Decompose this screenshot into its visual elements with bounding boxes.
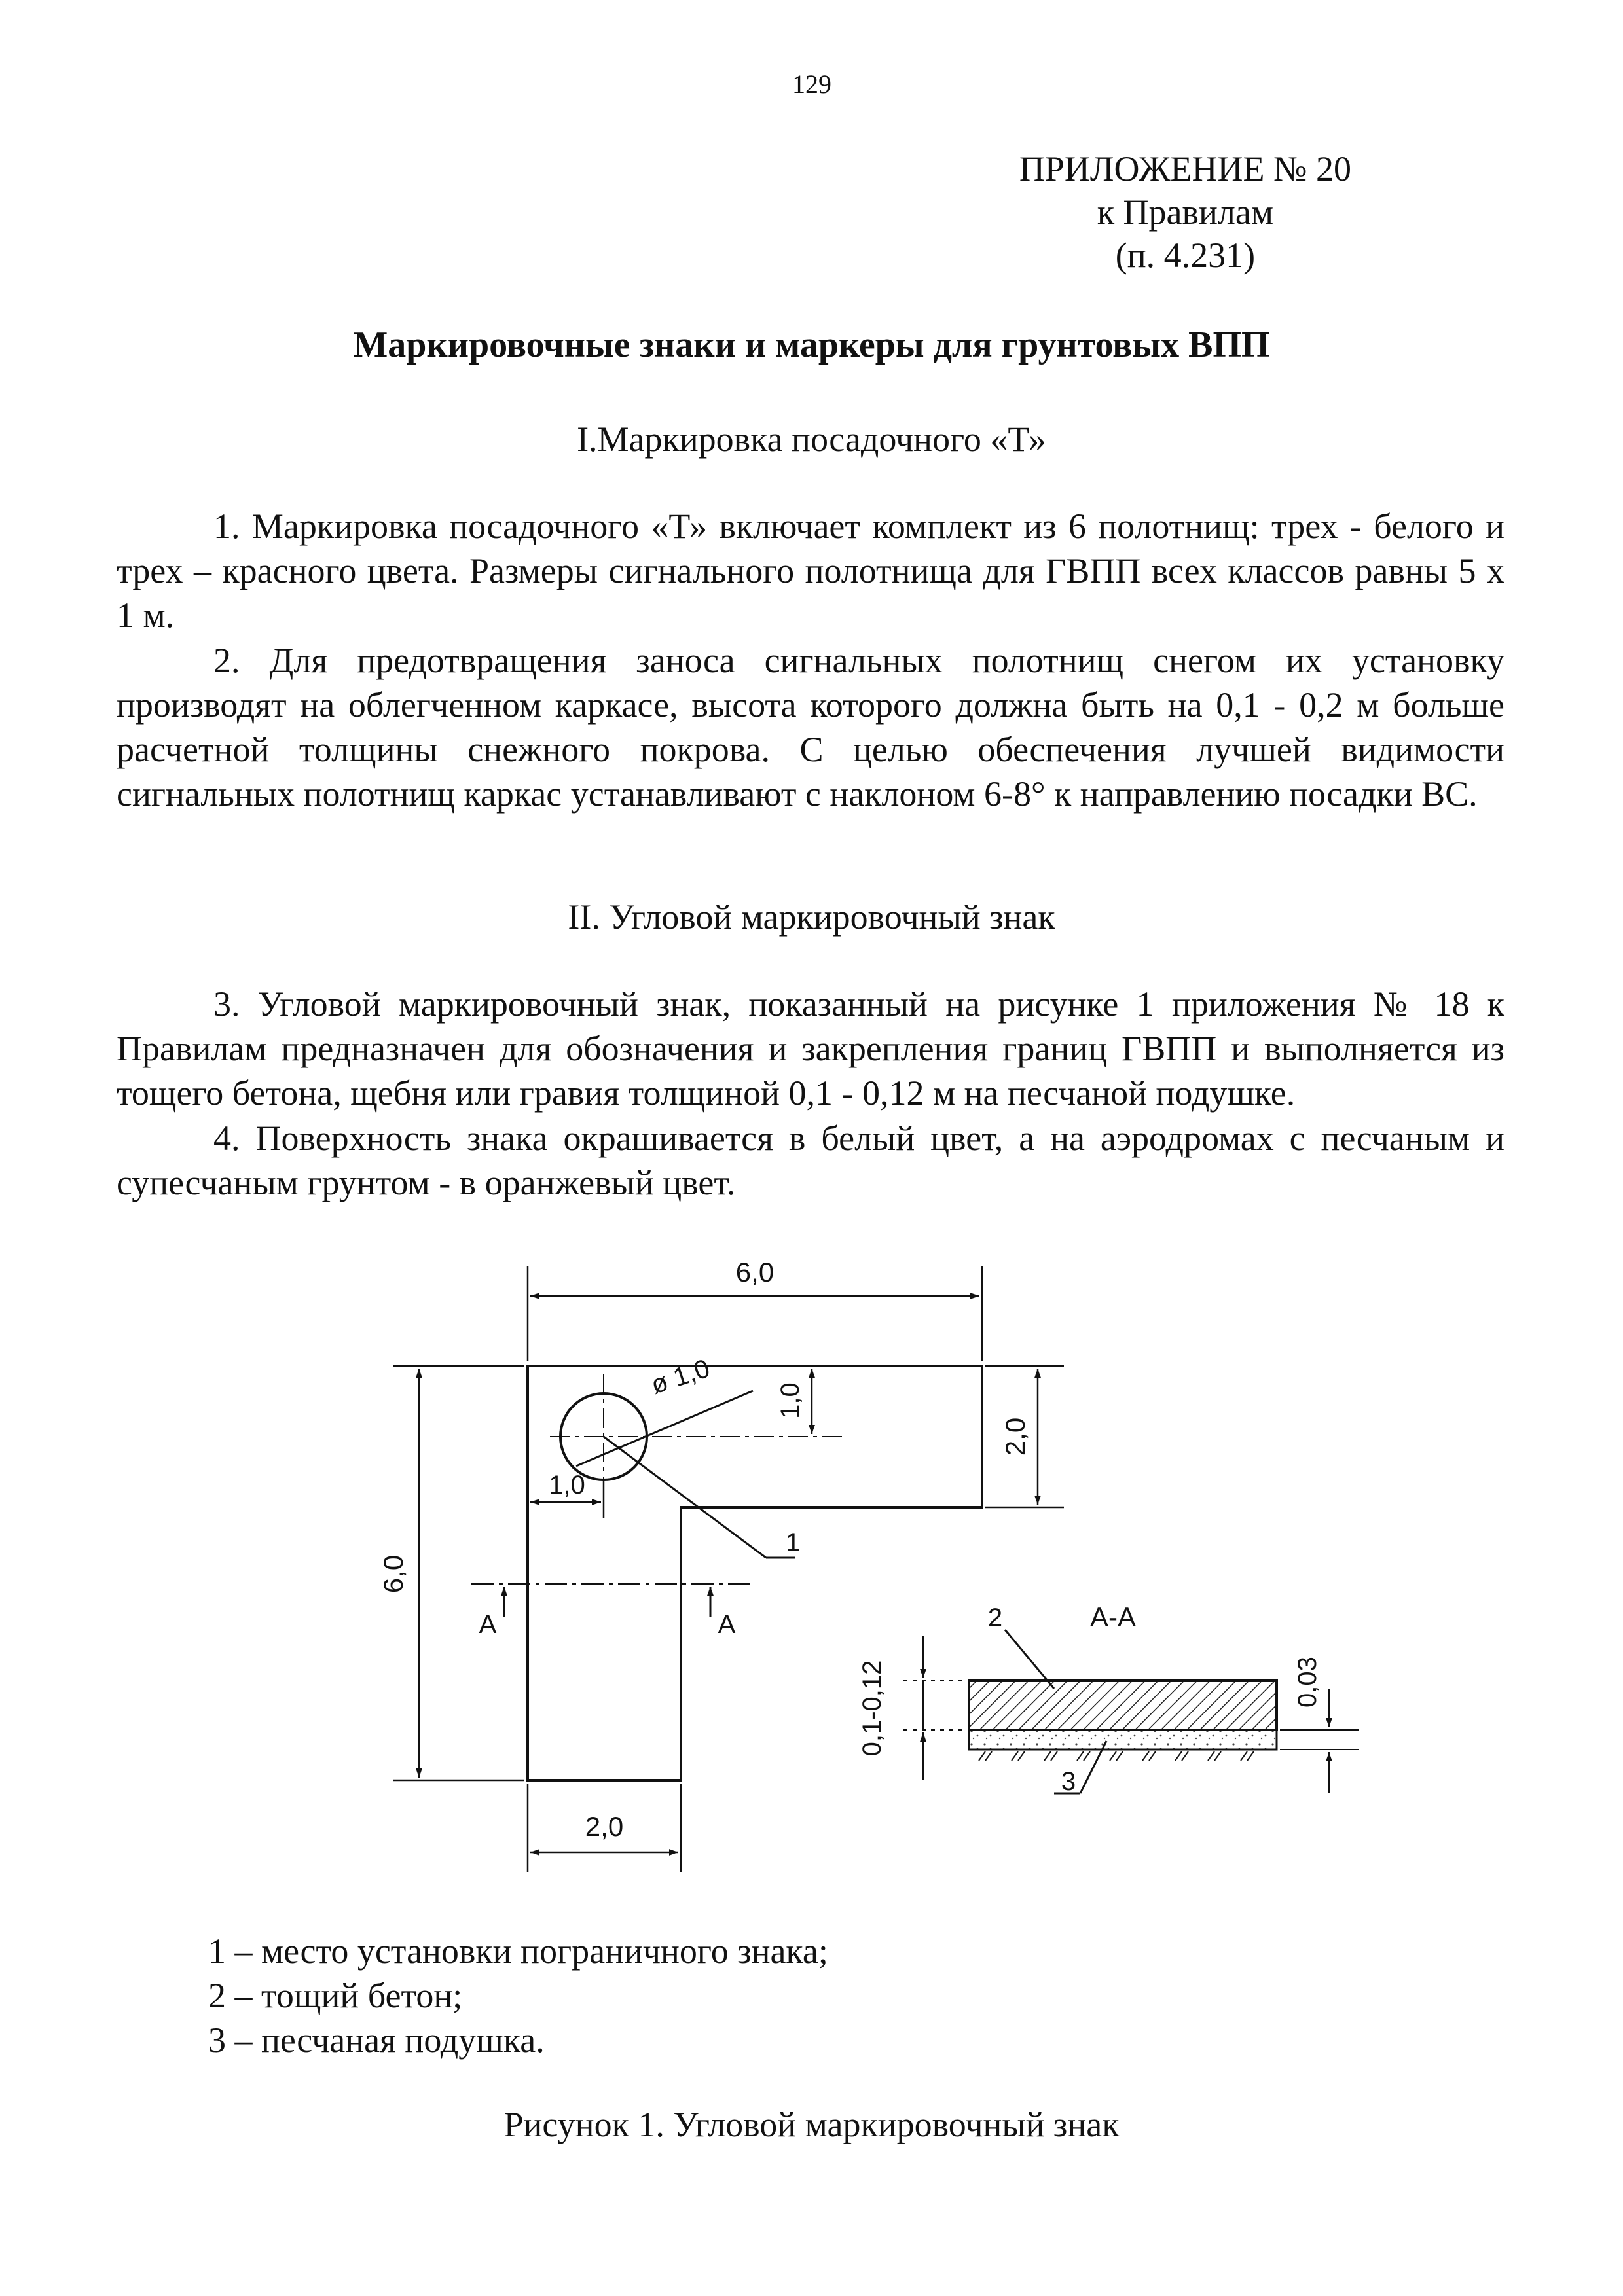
legend-item-2: 2 – тощий бетон;	[208, 1976, 463, 2015]
dimension-thickness: 0,1-0,12	[858, 1660, 886, 1757]
dimension-leg-width: 2,0	[585, 1811, 624, 1842]
callout-2: 2	[987, 1604, 1003, 1632]
paragraph-2: 2. Для предотвращения заноса сигнальных полотнищ снегом их установку производят на облегченном каркасе, высота которого должна быть на 0,1 - 0,2 м больше расчетной толщины снежного покрова. С целью обеспечения лучшей видимости сигнальных полотнищ каркас устанавливают с наклоном 6-8° к направлению посадки ВС.	[117, 641, 1504, 814]
sign-outline	[528, 1366, 982, 1780]
dimension-cushion: 0,03	[1293, 1657, 1322, 1708]
dimension-left-height: 6,0	[378, 1554, 409, 1594]
appendix-clause: (п. 4.231)	[1115, 236, 1256, 275]
dimension-circle-offset-horizontal: 1,0	[549, 1471, 585, 1499]
section-heading-landing-t: I.Маркировка посадочного «Т»	[577, 420, 1046, 459]
figure-caption: Рисунок 1. Угловой маркировочный знак	[503, 2105, 1120, 2144]
paragraph-3: 3. Угловой маркировочный знак, показанный на рисунке 1 приложения № 18 к Правилам предназначен для обозначения и закрепления границ ГВПП и выполняется из тощего бетона, щебня или гравия толщиной 0,1 - 0,12 м на песчаной подушке.	[117, 984, 1504, 1113]
ground-hatch	[979, 1751, 1254, 1761]
paragraph-4: 4. Поверхность знака окрашивается в белый цвет, а на аэродромах с песчаным и супесчаным грунтом - в оранжевый цвет.	[117, 1119, 1504, 1202]
section-heading-corner-sign: II. Угловой маркировочный знак	[568, 897, 1055, 937]
appendix-rules: к Правилам	[1097, 192, 1273, 232]
lean-concrete-layer	[969, 1681, 1277, 1730]
diameter-label: ø 1,0	[647, 1354, 714, 1400]
sand-cushion-layer	[969, 1730, 1277, 1749]
callout-1: 1	[786, 1528, 801, 1557]
section-marker-right: А	[718, 1610, 736, 1639]
dimension-arm-height: 2,0	[1000, 1417, 1030, 1456]
section-marker-left: А	[479, 1610, 497, 1639]
document-title: Маркировочные знаки и маркеры для грунтовых ВПП	[353, 325, 1270, 365]
section-title: А-А	[1089, 1602, 1137, 1632]
callout-3: 3	[1061, 1767, 1076, 1796]
legend-item-3: 3 – песчаная подушка.	[208, 2020, 545, 2060]
legend-item-1: 1 – место установки пограничного знака;	[208, 1931, 828, 1971]
paragraph-1: 1. Маркировка посадочного «Т» включает комплект из 6 полотнищ: трех - белого и трех – красного цвета. Размеры сигнального полотнища для ГВПП всех классов равны 5 х 1 м.	[117, 507, 1504, 635]
dimension-circle-offset-vertical: 1,0	[776, 1382, 805, 1419]
dimension-top-width: 6,0	[735, 1257, 775, 1287]
page-number: 129	[792, 69, 831, 99]
appendix-number: ПРИЛОЖЕНИЕ № 20	[1019, 149, 1351, 188]
